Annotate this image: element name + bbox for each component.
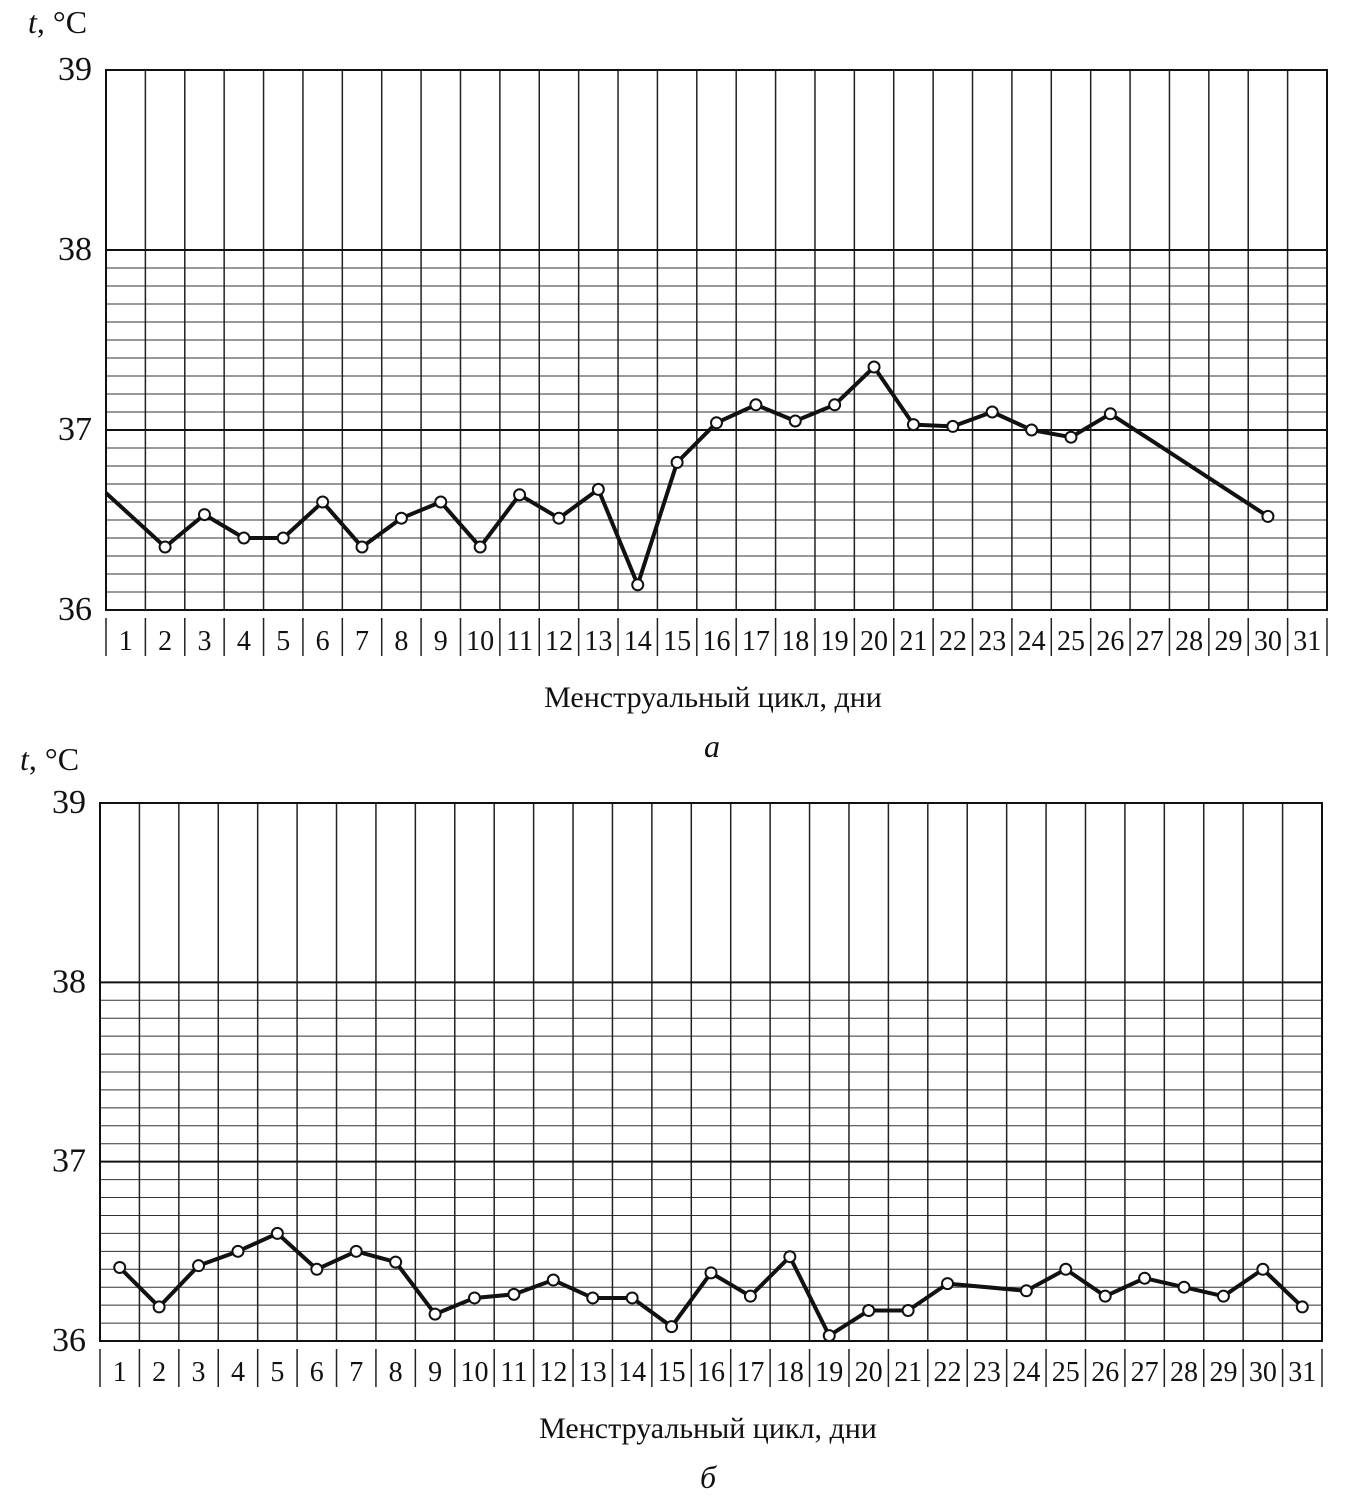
- data-point: [160, 542, 171, 553]
- data-point: [238, 533, 249, 544]
- data-point: [824, 1330, 835, 1341]
- x-tick-label: 20: [860, 626, 889, 657]
- x-tick-label: 24: [1017, 626, 1046, 657]
- y-tick-label: 38: [52, 963, 86, 1001]
- x-tick-label: 18: [781, 626, 810, 657]
- x-tick-label: 6: [315, 626, 330, 657]
- x-tick-label: 23: [972, 1357, 1001, 1388]
- x-tick-label: 11: [500, 1357, 528, 1388]
- data-point: [947, 421, 958, 432]
- data-point: [1026, 425, 1037, 436]
- x-tick-label: 3: [191, 1357, 206, 1388]
- y-axis-title: [28, 4, 87, 40]
- data-point: [351, 1246, 362, 1257]
- x-tick-label: 13: [578, 1357, 607, 1388]
- data-point: [745, 1291, 756, 1302]
- data-point: [199, 509, 210, 520]
- data-point: [863, 1305, 874, 1316]
- data-point: [1065, 432, 1076, 443]
- x-tick-label: 29: [1214, 626, 1243, 657]
- data-point: [430, 1309, 441, 1320]
- data-point: [357, 542, 368, 553]
- x-tick-label: 17: [736, 1357, 765, 1388]
- data-point: [114, 1262, 125, 1273]
- y-tick-labels: [52, 784, 86, 1359]
- y-axis-unit: , °C: [28, 741, 80, 777]
- x-tick-label: 30: [1253, 626, 1282, 657]
- x-tick-label: 30: [1248, 1357, 1277, 1388]
- x-tick-labels: [106, 618, 1327, 657]
- data-point: [1262, 511, 1273, 522]
- panel-label: а: [704, 728, 720, 764]
- data-point: [587, 1292, 598, 1303]
- x-tick-label: 22: [933, 1357, 962, 1388]
- x-tick-label: 15: [657, 1357, 686, 1388]
- x-tick-label: 27: [1130, 1357, 1159, 1388]
- x-tick-label: 14: [618, 1357, 647, 1388]
- x-tick-label: 5: [276, 626, 291, 657]
- y-tick-label: 37: [58, 411, 92, 448]
- data-point: [390, 1257, 401, 1268]
- x-tick-label: 31: [1288, 1357, 1317, 1388]
- data-point: [784, 1251, 795, 1262]
- data-point: [469, 1292, 480, 1303]
- x-tick-label: 5: [270, 1357, 285, 1388]
- data-point: [508, 1289, 519, 1300]
- data-point: [272, 1228, 283, 1239]
- data-point: [903, 1305, 914, 1316]
- y-tick-label: 36: [52, 1322, 86, 1359]
- data-point: [193, 1260, 204, 1271]
- x-tick-label: 12: [544, 626, 573, 657]
- chart-b-svg: [0, 735, 1349, 1511]
- data-point: [317, 497, 328, 508]
- x-tick-label: 24: [1012, 1357, 1041, 1388]
- y-tick-label: 36: [58, 591, 92, 628]
- x-tick-label: 7: [349, 1357, 364, 1388]
- data-point: [942, 1278, 953, 1289]
- x-tick-label: 16: [697, 1357, 725, 1388]
- y-tick-label: 38: [58, 231, 92, 268]
- x-tick-label: 16: [702, 626, 731, 657]
- x-tick-label: 19: [820, 626, 849, 657]
- data-point: [1105, 408, 1116, 419]
- x-tick-label: 8: [394, 626, 409, 657]
- x-tick-label: 31: [1293, 626, 1322, 657]
- data-point: [435, 497, 446, 508]
- x-tick-label: 25: [1056, 626, 1085, 657]
- x-tick-label: 4: [230, 1357, 245, 1388]
- panel-label: б: [699, 1459, 717, 1495]
- x-tick-label: 4: [236, 626, 251, 657]
- x-tick-label: 6: [309, 1357, 324, 1388]
- x-tick-label: 17: [741, 626, 770, 657]
- data-point: [1100, 1291, 1111, 1302]
- x-tick-label: 1: [118, 626, 133, 657]
- data-point: [311, 1264, 322, 1275]
- data-point: [908, 419, 919, 430]
- data-point: [711, 417, 722, 428]
- x-tick-label: 15: [663, 626, 692, 657]
- x-tick-label: 26: [1096, 626, 1125, 657]
- data-point: [1060, 1264, 1071, 1275]
- x-tick-label: 9: [433, 626, 448, 657]
- data-point: [514, 489, 525, 500]
- data-point: [869, 362, 880, 373]
- x-tick-label: 25: [1051, 1357, 1080, 1388]
- x-tick-label: 10: [460, 1357, 489, 1388]
- x-axis-title: Менструальный цикл, дни: [544, 681, 882, 714]
- x-tick-label: 9: [428, 1357, 443, 1388]
- x-axis-title: Менструальный цикл, дни: [539, 1412, 877, 1445]
- data-point: [706, 1267, 717, 1278]
- y-tick-label: 37: [52, 1142, 86, 1180]
- x-tick-label: 11: [506, 626, 534, 657]
- x-tick-labels: [100, 1349, 1322, 1388]
- data-point: [154, 1301, 165, 1312]
- x-tick-label: 20: [854, 1357, 883, 1388]
- data-point: [987, 407, 998, 418]
- x-tick-label: 26: [1091, 1357, 1120, 1388]
- x-tick-label: 2: [152, 1357, 167, 1388]
- data-point: [553, 513, 564, 524]
- x-tick-label: 14: [623, 626, 652, 657]
- x-tick-label: 21: [899, 626, 928, 657]
- data-point: [278, 533, 289, 544]
- x-tick-label: 13: [584, 626, 613, 657]
- data-series: [114, 1228, 1308, 1341]
- x-tick-label: 28: [1175, 626, 1204, 657]
- data-point: [1218, 1291, 1229, 1302]
- x-tick-label: 1: [112, 1357, 127, 1388]
- x-tick-label: 29: [1209, 1357, 1238, 1388]
- data-point: [1021, 1285, 1032, 1296]
- y-tick-label: 39: [58, 51, 92, 88]
- series-line: [106, 367, 1268, 585]
- data-point: [790, 416, 801, 427]
- data-point: [593, 484, 604, 495]
- y-axis-variable: t: [20, 741, 29, 777]
- data-point: [475, 542, 486, 553]
- data-point: [1139, 1273, 1150, 1284]
- x-tick-label: 27: [1135, 626, 1164, 657]
- x-tick-label: 10: [466, 626, 495, 657]
- data-point: [750, 399, 761, 410]
- data-point: [829, 399, 840, 410]
- x-tick-label: 18: [775, 1357, 804, 1388]
- x-tick-label: 22: [938, 626, 967, 657]
- y-axis-unit: , °C: [36, 4, 88, 40]
- x-tick-label: 7: [355, 626, 370, 657]
- x-tick-label: 28: [1170, 1357, 1199, 1388]
- data-point: [632, 579, 643, 590]
- x-tick-label: 3: [197, 626, 212, 657]
- x-tick-label: 12: [539, 1357, 568, 1388]
- chart-grid: [100, 803, 1322, 1341]
- x-tick-label: 23: [978, 626, 1007, 657]
- chart-grid: [106, 70, 1327, 610]
- data-point: [396, 513, 407, 524]
- y-tick-label: 39: [52, 784, 86, 821]
- data-point: [1179, 1282, 1190, 1293]
- data-point: [1257, 1264, 1268, 1275]
- y-tick-labels: [58, 51, 92, 628]
- y-axis-title: [20, 741, 79, 777]
- x-tick-label: 21: [894, 1357, 923, 1388]
- y-axis-variable: t: [28, 4, 37, 40]
- data-point: [672, 457, 683, 468]
- data-point: [548, 1275, 559, 1286]
- data-point: [1297, 1301, 1308, 1312]
- x-tick-label: 19: [815, 1357, 844, 1388]
- data-point: [232, 1246, 243, 1257]
- data-point: [627, 1292, 638, 1303]
- x-tick-label: 2: [158, 626, 173, 657]
- chart-b: [0, 735, 1349, 1511]
- x-tick-label: 8: [388, 1357, 403, 1388]
- data-point: [666, 1321, 677, 1332]
